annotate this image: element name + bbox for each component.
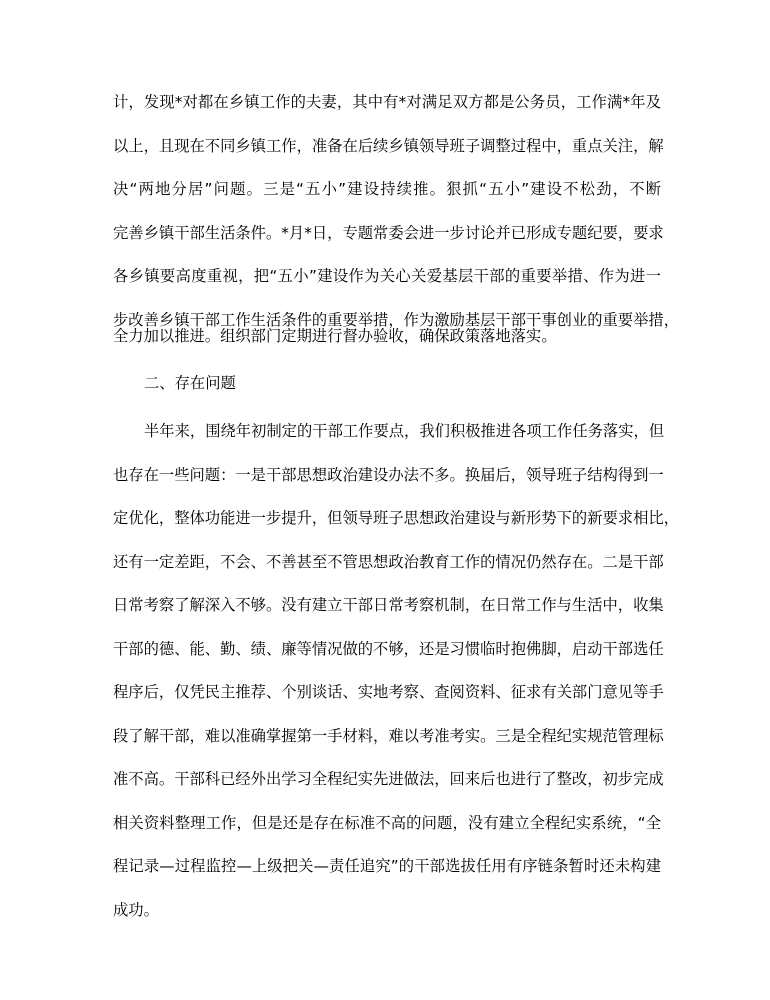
paragraph-line: 全力加以推进。组织部门定期进行督办验收，确保政策落地落实。 (113, 327, 557, 345)
paragraph-line: 各乡镇要高度重视，把“五小”建设作为关心关爱基层干部的重要举措、作为进一 (113, 267, 661, 285)
paragraph-line: 准不高。干部科已经外出学习全程纪实先进做法，回来后也进行了整改，初步完成 (113, 770, 664, 788)
paragraph-line: 半年来，围绕年初制定的干部工作要点，我们积极推进各项工作任务落实，但 (144, 422, 665, 440)
paragraph-line: 还有一定差距，不会、不善甚至不管思想政治教育工作的情况仍然存在。二是干部 (113, 553, 664, 571)
paragraph-line: 程序后，仅凭民主推荐、个别谈话、实地考察、查阅资料、征求有关部门意见等手 (113, 683, 664, 701)
paragraph-line: 日常考察了解深入不够。没有建立干部日常考察机制，在日常工作与生活中，收集 (113, 596, 664, 614)
paragraph-line: 完善乡镇干部生活条件。*月*日，专题常委会进一步讨论并已形成专题纪要，要求 (113, 224, 664, 242)
paragraph-line: 也存在一些问题：一是干部思想政治建设办法不多。换届后，领导班子结构得到一 (113, 466, 664, 484)
paragraph-line: 相关资料整理工作，但是还是存在标准不高的问题，没有建立全程纪实系统，“全 (113, 814, 661, 832)
section-heading: 二、存在问题 (144, 374, 236, 392)
paragraph-line: 决“两地分居”问题。三是“五小”建设持续推。狠抓“五小”建设不松劲，不断 (113, 180, 661, 198)
paragraph-line: 以上，且现在不同乡镇工作，准备在后续乡镇领导班子调整过程中，重点关注，解 (113, 137, 664, 155)
paragraph-line: 段了解干部，难以准确掌握第一手材料，难以考准考实。三是全程纪实规范管理标 (113, 727, 664, 745)
paragraph-line: 定优化，整体功能进一步提升，但领导班子思想政治建设与新形势下的新要求相比， (113, 509, 679, 527)
paragraph-line: 计，发现*对都在乡镇工作的夫妻，其中有*对满足双方都是公务员，工作满*年及 (113, 93, 661, 111)
paragraph-line: 程记录—过程监控—上级把关—责任追究”的干部选拔任用有序链条暂时还未构建 (113, 857, 661, 875)
paragraph-line: 干部的德、能、勤、绩、廉等情况做的不够，还是习惯临时抱佛脚，启动干部选任 (113, 640, 664, 658)
paragraph-line: 成功。 (113, 901, 159, 919)
paragraph-line: 步改善乡镇干部工作生活条件的重要举措，作为激励基层干部干事创业的重要举措， (113, 311, 679, 329)
